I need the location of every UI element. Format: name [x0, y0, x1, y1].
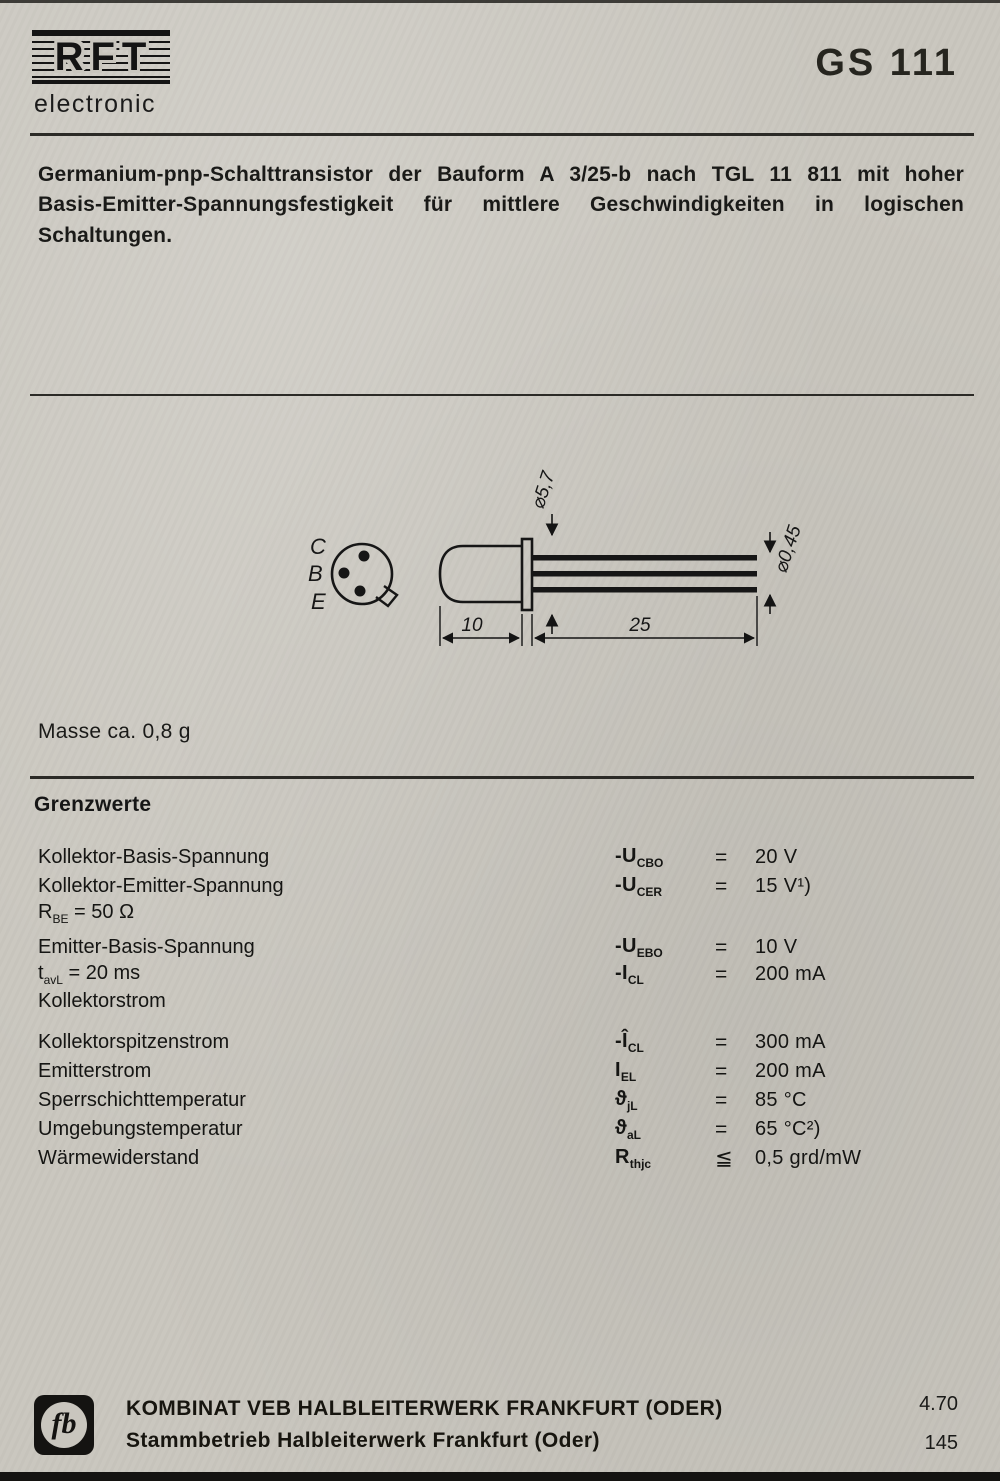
divider-middle	[30, 394, 974, 396]
limit-row-collector-current	[38, 962, 1000, 987]
condition-symbol: R	[38, 901, 53, 924]
limit-symbol: -Î	[615, 1030, 628, 1053]
pinout-bottom-view	[332, 544, 397, 606]
pin-dot-b	[339, 568, 350, 579]
limit-symbol: ϑ	[615, 1088, 627, 1111]
company-line-1: KOMBINAT VEB HALBLEITERWERK FRANKFURT (ODER)	[126, 1397, 723, 1420]
side-view	[440, 539, 757, 610]
limit-name: Emitter-Basis-Spannung	[38, 936, 255, 959]
limit-symbol-sub: EBO	[636, 946, 663, 961]
limit-value: 200 mA	[755, 963, 826, 986]
dim-body-length-label: 10	[461, 615, 483, 637]
limit-name: Kollektor-Emitter-Spannung	[38, 875, 284, 898]
condition-symbol: t	[38, 962, 44, 985]
rft-logo	[32, 30, 170, 84]
condition-rest: = 20 ms	[62, 962, 141, 985]
limit-symbol-sub: jL	[626, 1099, 638, 1114]
limit-symbol-sub: aL	[626, 1128, 641, 1143]
hfo-logo	[34, 1395, 94, 1455]
limit-name: Emitterstrom	[38, 1060, 152, 1083]
pin-dot-c	[359, 551, 370, 562]
hfo-logo-glyph: fb	[51, 1406, 77, 1440]
condition-rest: = 50 Ω	[68, 901, 135, 924]
limit-row-junction-temperature	[38, 1086, 1000, 1115]
limit-symbol: -I	[615, 962, 628, 985]
dim-lead-diameter-label: ⌀0,45	[770, 523, 806, 576]
pin-label-c: C	[310, 534, 326, 560]
limit-row-ambient-temperature	[38, 1115, 1000, 1144]
limit-relation: =	[715, 874, 728, 898]
limit-relation: =	[715, 1117, 728, 1141]
limit-name: Kollektorstrom	[38, 990, 166, 1013]
company-line-2: Stammbetrieb Halbleiterwerk Frankfurt (Oder)	[126, 1429, 600, 1452]
limit-symbol: ϑ	[615, 1117, 627, 1140]
limit-name: Kollektor-Basis-Spannung	[38, 846, 270, 869]
flange	[522, 539, 532, 610]
pin-label-e: E	[311, 589, 326, 615]
limit-relation: ≦	[715, 1147, 733, 1171]
limit-symbol: I	[615, 1059, 621, 1082]
dim-body-diameter-label: ⌀5,7	[527, 469, 560, 512]
limit-value: 15 V¹)	[755, 875, 812, 898]
limit-row-emitter-base-voltage	[38, 933, 1000, 962]
limit-value: 200 mA	[755, 1060, 826, 1083]
description-paragraph: Germanium-pnp-Schalttransistor der Bauform A 3/25-b nach TGL 11 811 mit hoher Basis-Emitter-Spannungsfestigkeit für mittlere Geschwindigkeiten in logischen Schaltungen.	[38, 163, 964, 247]
limit-symbol-sub: thjc	[629, 1157, 652, 1172]
limit-relation: =	[715, 962, 728, 986]
limit-symbol-sub: CER	[636, 885, 663, 900]
limit-relation: =	[715, 935, 728, 959]
page-number: 145	[924, 1432, 958, 1454]
divider-top	[30, 133, 974, 136]
limit-symbol-sub: CL	[627, 1041, 644, 1056]
divider-limits	[30, 776, 974, 779]
pin-labels	[308, 534, 326, 614]
condition-symbol-sub: BE	[52, 912, 69, 927]
transistor-outline-drawing	[300, 468, 860, 690]
limit-symbol-sub: CL	[627, 973, 644, 988]
header	[0, 0, 1000, 119]
lead-top	[532, 555, 757, 561]
limit-row-collector-current-label	[38, 987, 1000, 1016]
limit-row-thermal-resistance	[38, 1144, 1000, 1173]
limit-row-collector-base-voltage	[38, 843, 1000, 872]
dim-lengths	[440, 596, 757, 646]
limit-relation: =	[715, 1088, 728, 1112]
brand-block	[32, 30, 170, 119]
limit-value: 65 °C²)	[755, 1118, 821, 1141]
lead-bottom	[532, 587, 757, 593]
limit-symbol: R	[615, 1146, 630, 1169]
pin-dot-e	[355, 586, 366, 597]
limit-row-emitter-current	[38, 1057, 1000, 1086]
limit-symbol: -U	[615, 845, 637, 868]
limit-name: Umgebungstemperatur	[38, 1118, 243, 1141]
footer-right	[917, 1393, 960, 1455]
limit-relation: =	[715, 1030, 728, 1054]
part-number: GS 111	[815, 42, 958, 84]
limit-row-collector-peak-current	[38, 1028, 1000, 1057]
rft-logo-text: RFT	[54, 35, 154, 79]
limit-name: Wärmewiderstand	[38, 1147, 200, 1170]
pin-label-b: B	[308, 561, 323, 587]
brand-subtitle: electronic	[34, 90, 156, 118]
limits-table	[38, 843, 1000, 1173]
limit-relation: =	[715, 845, 728, 869]
mass-note: Masse ca. 0,8 g	[38, 720, 191, 744]
scan-edge-top	[0, 0, 1000, 3]
footer	[34, 1393, 960, 1455]
hfo-logo-circle	[41, 1402, 87, 1448]
can-body	[440, 546, 522, 602]
limit-relation: =	[715, 1059, 728, 1083]
limit-value: 300 mA	[755, 1031, 826, 1054]
dim-lead-length-label: 25	[629, 615, 651, 637]
condition-symbol-sub: avL	[43, 973, 63, 988]
limit-name: Kollektorspitzenstrom	[38, 1031, 230, 1054]
limit-value: 10 V	[755, 936, 798, 959]
package-drawing	[300, 468, 1000, 690]
limit-symbol: -U	[615, 874, 637, 897]
limit-symbol-sub: EL	[620, 1070, 637, 1085]
lead-middle	[532, 571, 757, 577]
limit-value: 85 °C	[755, 1089, 807, 1112]
limit-name: Sperrschichttemperatur	[38, 1089, 246, 1112]
limit-symbol-sub: CBO	[636, 856, 664, 871]
limit-row-collector-emitter-voltage	[38, 872, 1000, 901]
index-tab	[376, 586, 397, 606]
limit-symbol: -U	[615, 935, 637, 958]
limit-condition-rbe	[38, 901, 1000, 926]
scan-edge-bottom	[0, 1472, 1000, 1481]
limit-value: 20 V	[755, 846, 798, 869]
limit-value: 0,5 grd/mW	[755, 1147, 862, 1170]
company-block	[126, 1393, 723, 1455]
limits-title: Grenzwerte	[34, 793, 152, 817]
issue-date: 4.70	[919, 1393, 958, 1415]
